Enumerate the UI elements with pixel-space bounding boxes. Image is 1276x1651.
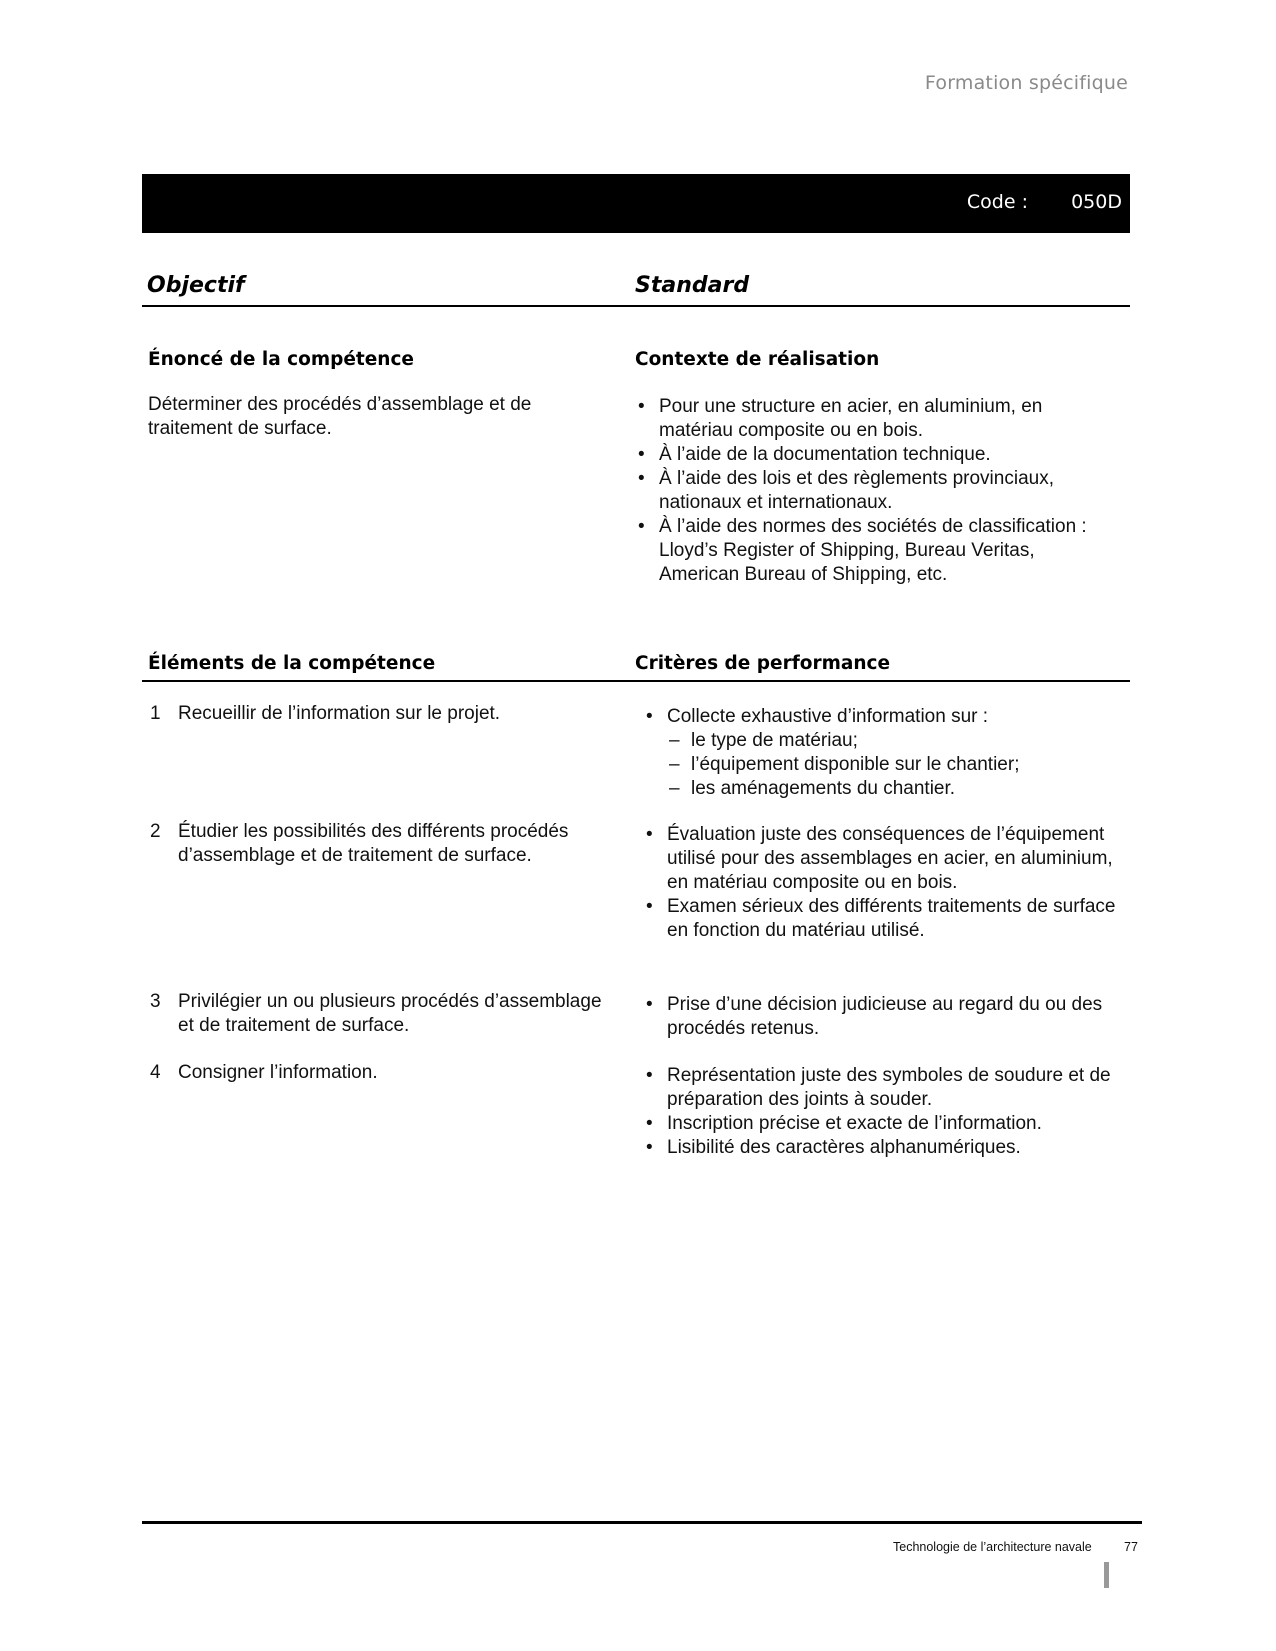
section-title-objectif: Objectif <box>147 273 245 298</box>
page-header-title: Formation spécifique <box>924 72 1128 94</box>
sub-list-item: – les aménagements du chantier. <box>667 777 1134 801</box>
element-text: Privilégier un ou plusieurs procédés d’assemblage et de traitement de surface. <box>178 991 602 1036</box>
list-item: • Examen sérieux des différents traitements de surface en fonction du matériau utilisé. <box>644 895 1134 943</box>
element-text: Recueillir de l’information sur le projet. <box>178 703 501 724</box>
list-item: • Évaluation juste des conséquences de l’équipement utilisé pour des assemblages en acier, en aluminium, en matériau composite ou en bois. <box>644 823 1134 895</box>
footer-title: Technologie de l’architecture navale <box>893 1540 1092 1554</box>
sub-list-item: – l’équipement disponible sur le chantier; <box>667 753 1134 777</box>
element-item <box>150 990 610 1038</box>
list-item: • À l’aide de la documentation technique. <box>636 443 1098 467</box>
criteria-text: Collecte exhaustive d’information sur : <box>667 706 989 727</box>
element-number: 2 <box>150 821 161 842</box>
element-number: 3 <box>150 991 161 1012</box>
contexte-heading: Contexte de réalisation <box>635 349 880 370</box>
element-item <box>150 702 610 726</box>
list-item: • À l’aide des lois et des règlements provinciaux, nationaux et internationaux. <box>636 467 1098 515</box>
code-bar <box>142 174 1130 233</box>
element-text: Étudier les possibilités des différents procédés d’assemblage et de traitement de surface. <box>178 821 569 866</box>
section-title-standard: Standard <box>635 273 750 298</box>
section-rule <box>142 305 1130 307</box>
element-item <box>150 1061 610 1085</box>
list-item: • Inscription précise et exacte de l’information. <box>644 1112 1134 1136</box>
list-item <box>644 705 1134 801</box>
elements-heading: Éléments de la compétence <box>148 653 436 674</box>
criteres-group-3 <box>644 993 1134 1041</box>
list-item: • Pour une structure en acier, en aluminium, en matériau composite ou en bois. <box>636 395 1098 443</box>
criteres-group-2 <box>644 823 1134 943</box>
element-number: 4 <box>150 1062 161 1083</box>
element-number: 1 <box>150 703 161 724</box>
list-item: • Lisibilité des caractères alphanumériques. <box>644 1136 1134 1160</box>
enonce-text <box>148 393 618 441</box>
list-item: • À l’aide des normes des sociétés de classification : Lloyd’s Register of Shipping, Bureau Veritas, American Bureau of Shipping, etc. <box>636 515 1098 587</box>
element-item <box>150 820 610 868</box>
criteres-group-4 <box>644 1064 1134 1160</box>
contexte-list <box>636 395 1098 587</box>
footer-rule <box>142 1521 1142 1524</box>
footer-marker <box>1104 1562 1109 1588</box>
subsection-rule <box>142 680 1130 682</box>
list-item: • Représentation juste des symboles de soudure et de préparation des joints à souder. <box>644 1064 1134 1112</box>
list-item: • Prise d’une décision judicieuse au regard du ou des procédés retenus. <box>644 993 1134 1041</box>
enonce-text-line: Déterminer des procédés d’assemblage et de <box>148 394 532 415</box>
code-label: Code : <box>966 191 1028 213</box>
enonce-text-line: traitement de surface. <box>148 418 332 439</box>
code-value: 050D <box>1071 191 1122 213</box>
sub-list-item: – le type de matériau; <box>667 729 1134 753</box>
criteres-heading: Critères de performance <box>635 653 891 674</box>
enonce-heading: Énoncé de la compétence <box>148 349 414 370</box>
page-number: 77 <box>1124 1540 1138 1554</box>
element-text: Consigner l’information. <box>178 1062 378 1083</box>
criteres-group-1 <box>644 705 1134 801</box>
